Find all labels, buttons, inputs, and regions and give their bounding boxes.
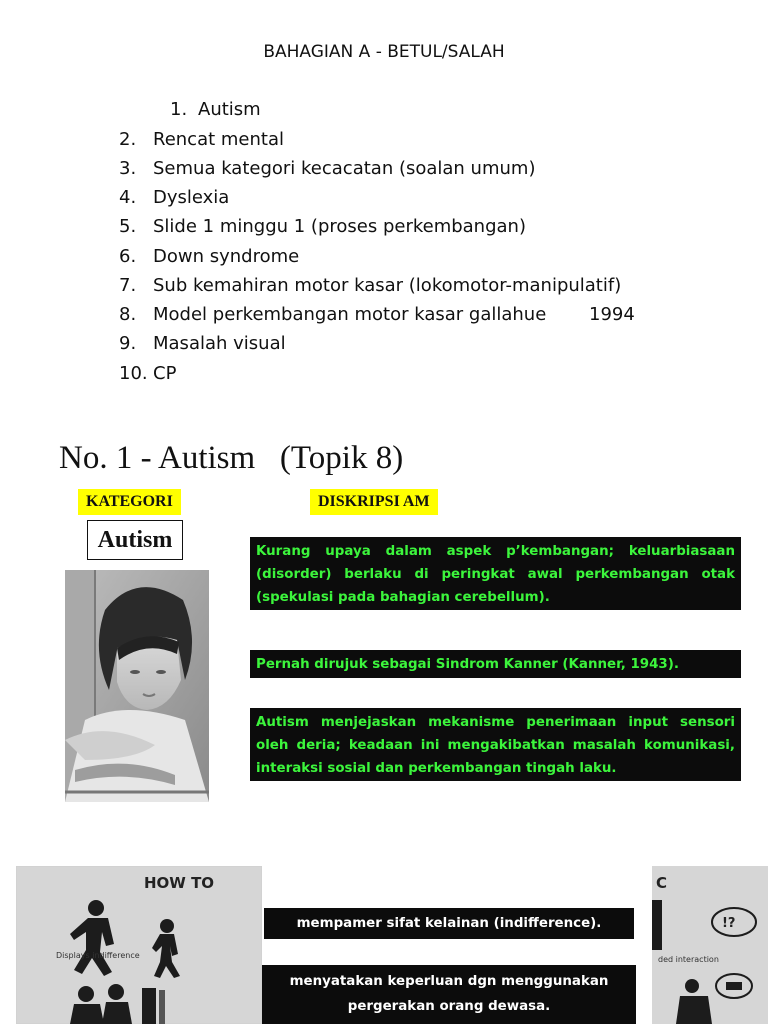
description-panel-1: Kurang upaya dalam aspek p’kembangan; keluarbiasaan (disorder) berlaku di peringkat awal perkembangan otak (spekulasi pada bahagian cerebellum). xyxy=(250,537,741,610)
slide-heading: No. 1 - Autism (Topik 8) xyxy=(59,440,404,476)
list-item-number: 10. xyxy=(119,363,148,384)
list-item-number: 7. xyxy=(119,275,137,296)
list-item-text: Dyslexia xyxy=(153,187,230,208)
list-item-number: 8. xyxy=(119,304,137,325)
poster-right-caption: ded interaction xyxy=(658,955,719,964)
list-item-text: CP xyxy=(153,363,177,384)
poster-left xyxy=(16,866,262,1024)
child-photo xyxy=(65,570,209,802)
list-item-number: 2. xyxy=(119,129,137,150)
behaviour-panel-1: mempamer sifat kelainan (indifference). xyxy=(264,908,634,939)
section-title: BAHAGIAN A - BETUL/SALAH xyxy=(263,42,505,62)
list-item-year: 1994 xyxy=(589,304,635,325)
kategori-label: KATEGORI xyxy=(78,489,181,515)
poster-left-caption: Displays indifference xyxy=(56,951,140,960)
list-item-text: Semua kategori kecacatan (soalan umum) xyxy=(153,158,536,179)
list-item-number: 1. xyxy=(170,99,188,120)
list-item-text: Slide 1 minggu 1 (proses perkembangan) xyxy=(153,216,526,237)
list-item-text: Rencat mental xyxy=(153,129,284,150)
poster-left-title: HOW TO xyxy=(144,874,215,892)
list-item-number: 5. xyxy=(119,216,137,237)
list-item-number: 9. xyxy=(119,333,137,354)
list-item-number: 3. xyxy=(119,158,137,179)
category-name-box: Autism xyxy=(87,520,183,560)
behaviour-panel-2: menyatakan keperluan dgn menggunakan pergerakan orang dewasa. xyxy=(262,965,636,1024)
list-item-text: Down syndrome xyxy=(153,246,300,267)
poster-right-bubble: !? xyxy=(722,916,736,931)
list-item-text: Model perkembangan motor kasar gallahue xyxy=(153,304,547,325)
list-item-text: Autism xyxy=(198,99,261,120)
list-item-number: 6. xyxy=(119,246,137,267)
list-item-number: 4. xyxy=(119,187,137,208)
description-panel-2: Pernah dirujuk sebagai Sindrom Kanner (Kanner, 1943). xyxy=(250,650,741,678)
list-item-text: Masalah visual xyxy=(153,333,286,354)
poster-right-title: C xyxy=(656,874,668,892)
list-item-text: Sub kemahiran motor kasar (lokomotor-manipulatif) xyxy=(153,275,622,296)
description-panel-3: Autism menjejaskan mekanisme penerimaan input sensori oleh deria; keadaan ini mengakibatkan masalah komunikasi, interaksi sosial dan perkembangan tingah laku. xyxy=(250,708,741,781)
diskripsi-label: DISKRIPSI AM xyxy=(310,489,438,515)
poster-right xyxy=(652,866,768,1024)
